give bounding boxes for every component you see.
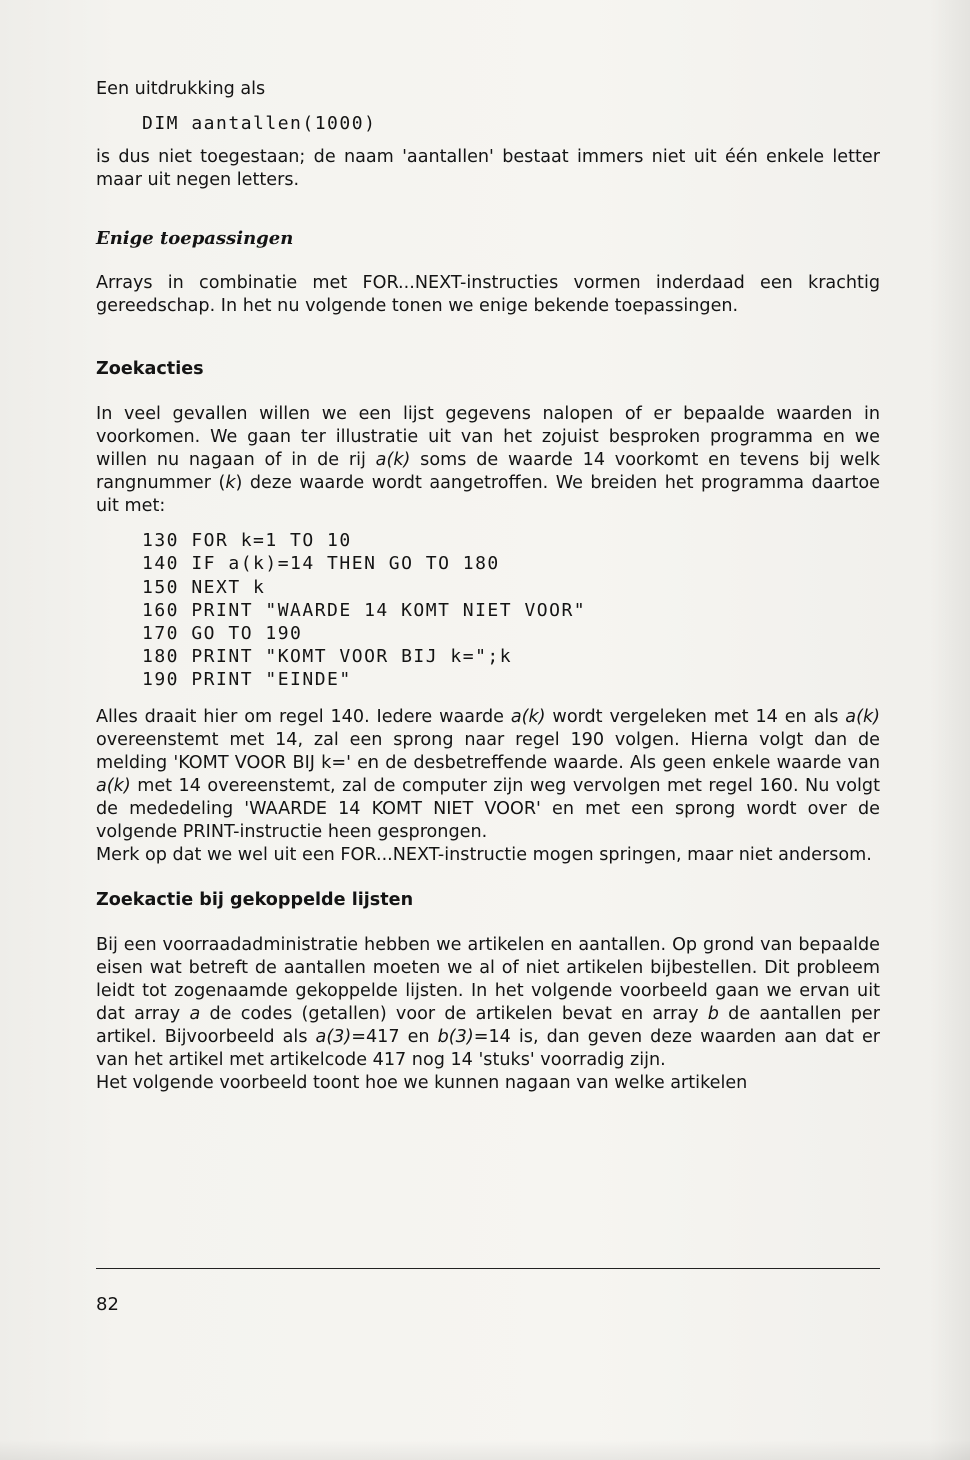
heading-search: Zoekacties [96, 359, 204, 380]
heading-applications: Enige toepassingen [96, 228, 294, 250]
intro-line: Een uitdrukking als [96, 79, 266, 99]
variable-a-k: a(k) [375, 450, 411, 471]
code-line: 170 GO TO 190 [142, 623, 303, 645]
code-line: 180 PRINT "KOMT VOOR BIJ k=";k [142, 646, 513, 668]
intro-code: DIM aantallen(1000) [142, 113, 377, 134]
linked-lists-last-line: Het volgende voorbeeld toont hoe we kunnen nagaan van welke artikelen [96, 1072, 748, 1093]
heading-linked-lists: Zoekactie bij gekoppelde lijsten [96, 889, 414, 910]
code-line: 130 FOR k=1 TO 10 [142, 530, 352, 552]
code-line: 150 NEXT k [142, 576, 266, 598]
code-line: 140 IF a(k)=14 THEN GO TO 180 [142, 553, 500, 575]
intro-paragraph: is dus niet toegestaan; de naam 'aantallen' bestaat immers niet uit één enkele letter maar uit negen letters. [96, 147, 880, 191]
basic-code-listing [96, 529, 880, 691]
code-line: 160 PRINT "WAARDE 14 KOMT NIET VOOR" [142, 599, 587, 621]
page-content [96, 78, 880, 1095]
bottom-rule [96, 1268, 880, 1269]
page-number: 82 [96, 1294, 119, 1315]
right-edge-shadow [930, 0, 970, 1460]
applications-paragraph: Arrays in combinatie met FOR...NEXT-instructies vormen inderdaad een krachtig gereedschap. In het nu volgende tonen we enige bekende toepassingen. [96, 273, 880, 317]
bottom-edge-shadow [0, 1440, 970, 1460]
note-paragraph: Merk op dat we wel uit een FOR...NEXT-instructie mogen springen, maar niet andersom. [96, 844, 872, 865]
search-paragraph: In veel gevallen willen we een lijst gegevens nalopen of er bepaalde waarden in voorkomen. We gaan ter illustratie uit van het zojuist besproken programma en we willen nu nagaan of in de rij a(k) soms de waarde 14 voorkomt en tevens bij welk rangnummer (k) deze waarde wordt aangetroffen. We breiden het programma daartoe uit met: [96, 404, 880, 517]
code-line: 190 PRINT "EINDE" [142, 669, 352, 691]
explanation-paragraph: Alles draait hier om regel 140. Iedere waarde a(k) wordt vergeleken met 14 en als a(k) overeenstemt met 14, zal een sprong naar regel 190 volgen. Hierna volgt dan de melding 'KOMT VOOR BIJ k=' en de desbetreffende waarde. Als geen enkele waarde van a(k) met 14 overeenstemt, zal de computer zijn weg vervolgen met regel 160. Nu volgt de mededeling 'WAARDE 14 KOMT NIET VOOR' en met een sprong wordt over de volgende PRINT-instructie heen gesprongen. [96, 706, 880, 842]
linked-lists-paragraph: Bij een voorraadadministratie hebben we artikelen en aantallen. Op grond van bepaalde eisen wat betreft de aantallen moeten we al of niet artikelen bijbestellen. Dit probleem leidt tot zogenaamde gekoppelde lijsten. In het volgende voorbeeld gaan we ervan uit dat array a de codes (getallen) voor de artikelen bevat en array b de aantallen per artikel. Bijvoorbeeld als a(3)=417 en b(3)=14 is, dan geven deze waarden aan dat er van het artikel met artikelcode 417 nog 14 'stuks' voorradig zijn. [96, 934, 880, 1070]
variable-k: k [225, 473, 236, 494]
